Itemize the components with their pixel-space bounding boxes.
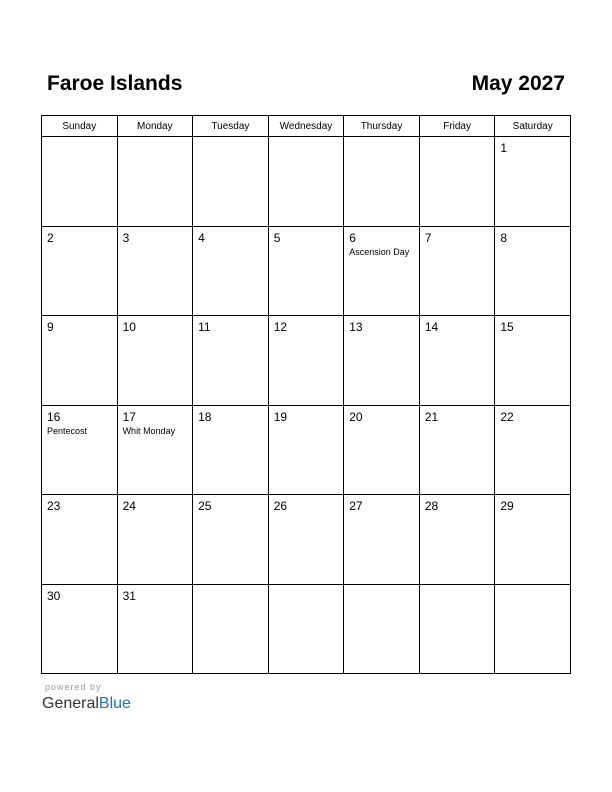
day-cell <box>495 495 571 585</box>
day-number: 21 <box>424 409 439 424</box>
week-row-1 <box>42 137 571 227</box>
week-row-5 <box>42 495 571 585</box>
day-cell <box>344 316 420 406</box>
day-cell <box>268 137 344 227</box>
day-number: 10 <box>122 320 136 334</box>
day-cell <box>268 226 344 316</box>
day-cell <box>419 316 495 406</box>
day-number: 15 <box>500 320 514 334</box>
day-cell <box>344 495 420 585</box>
day-number: 8 <box>500 230 508 245</box>
day-cell <box>193 137 269 227</box>
weekday-header-row <box>42 116 571 137</box>
day-cell <box>344 405 420 495</box>
weekday-wednesday: Wednesday <box>268 116 344 137</box>
day-number: 29 <box>500 499 514 513</box>
day-cell <box>117 137 193 227</box>
day-number: 7 <box>424 230 432 245</box>
day-number: 27 <box>349 499 363 513</box>
day-number: 18 <box>198 409 212 424</box>
day-cell <box>344 137 420 227</box>
day-cell <box>419 584 495 674</box>
day-number: 28 <box>424 499 439 513</box>
day-cell <box>419 405 495 495</box>
day-cell <box>268 584 344 674</box>
day-number: 1 <box>500 141 508 155</box>
weekday-friday: Friday <box>419 116 495 137</box>
day-number: 22 <box>500 409 514 424</box>
day-cell <box>42 137 118 227</box>
day-number: 5 <box>273 230 281 245</box>
day-number: 31 <box>122 588 136 603</box>
day-number: 6 <box>349 230 356 245</box>
day-cell <box>344 584 420 674</box>
day-number: 30 <box>47 588 61 603</box>
day-number: 20 <box>349 409 363 424</box>
day-number: 13 <box>349 320 363 334</box>
day-cell <box>117 584 193 674</box>
day-cell <box>117 316 193 406</box>
day-number: 14 <box>424 320 439 334</box>
holiday-label: Ascension Day <box>349 246 410 257</box>
day-number: 2 <box>47 230 54 245</box>
day-number: 16 <box>47 409 61 424</box>
day-number: 24 <box>122 499 136 513</box>
day-cell <box>193 316 269 406</box>
calendar-grid <box>41 115 571 674</box>
day-cell <box>495 137 571 227</box>
generalblue-logo[interactable] <box>42 694 131 714</box>
day-cell <box>42 495 118 585</box>
day-cell <box>268 405 344 495</box>
day-number: 11 <box>198 320 211 334</box>
day-number: 3 <box>122 230 130 245</box>
week-row-4 <box>42 405 571 495</box>
day-cell <box>42 316 118 406</box>
powered-by-label: powered by <box>45 682 102 692</box>
day-number: 4 <box>198 230 205 245</box>
day-number: 9 <box>47 320 54 334</box>
day-number: 19 <box>273 409 288 424</box>
weekday-monday: Monday <box>117 116 193 137</box>
holiday-label: Whit Monday <box>122 425 176 436</box>
week-row-3 <box>42 316 571 406</box>
day-number: 17 <box>122 409 136 424</box>
weekday-saturday: Saturday <box>495 116 571 137</box>
country-title: Faroe Islands <box>47 72 183 95</box>
day-cell <box>495 226 571 316</box>
month-year-title: May 2027 <box>471 72 565 95</box>
day-cell <box>495 584 571 674</box>
day-cell <box>268 316 344 406</box>
day-cell <box>117 226 193 316</box>
day-number: 23 <box>47 499 61 513</box>
day-number: 26 <box>273 499 288 513</box>
day-number: 12 <box>273 320 288 334</box>
weekday-sunday: Sunday <box>42 116 118 137</box>
day-number: 25 <box>198 499 212 513</box>
logo-text-blue: Blue <box>98 695 131 712</box>
day-cell <box>344 226 420 316</box>
day-cell <box>193 495 269 585</box>
day-cell <box>193 226 269 316</box>
weekday-thursday: Thursday <box>344 116 420 137</box>
day-cell <box>419 137 495 227</box>
day-cell <box>193 584 269 674</box>
week-row-2 <box>42 226 571 316</box>
day-cell <box>268 495 344 585</box>
day-cell <box>42 584 118 674</box>
week-row-6 <box>42 584 571 674</box>
day-cell <box>42 226 118 316</box>
day-cell <box>193 405 269 495</box>
day-cell <box>419 226 495 316</box>
day-cell <box>495 316 571 406</box>
day-cell <box>42 405 118 495</box>
day-cell <box>117 495 193 585</box>
day-cell <box>419 495 495 585</box>
day-cell <box>117 405 193 495</box>
logo-text-general: General <box>42 695 99 712</box>
holiday-label: Pentecost <box>47 425 88 436</box>
weekday-tuesday: Tuesday <box>193 116 269 137</box>
day-cell <box>495 405 571 495</box>
